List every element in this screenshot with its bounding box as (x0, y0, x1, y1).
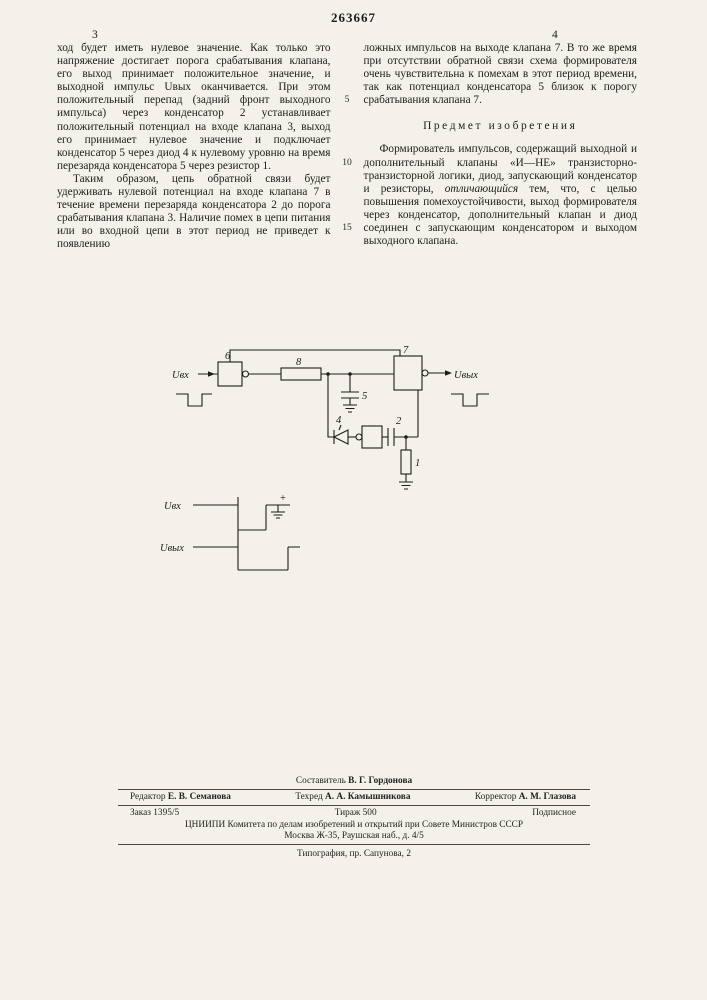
footer-rule (118, 789, 590, 790)
editor-entry (130, 792, 231, 803)
waveform-u-out-label: Uвых (160, 543, 184, 554)
ground-symbol (399, 474, 413, 489)
organization-line: ЦНИИПИ Комитета по делам изобретений и открытий при Совете Министров СССР (184, 820, 524, 830)
claim-text: тем, что, с целью повышения помехоустойчивости, выход формирователя через конденсатор, дополнительный клапан и диод соединен с запускающим конденсатором и выходом выходного клапана. (363, 182, 637, 248)
capacitor5-symbol (341, 374, 359, 412)
wire (394, 390, 418, 437)
u-out-waveform (193, 547, 300, 570)
composer-name: В. Г. Гордонова (348, 776, 413, 786)
resistor8-label: 8 (296, 357, 302, 368)
input-arrowhead (208, 371, 215, 377)
wire (328, 374, 334, 437)
resistor1-label: 1 (415, 458, 421, 469)
imprint-footer (118, 776, 590, 860)
junction-dot (348, 372, 352, 376)
waveform-u-in-label: Uвх (164, 501, 181, 512)
print-info-line (118, 808, 590, 819)
resistor1-symbol (401, 450, 411, 474)
paragraph: ложных импульсов на выходе клапана 7. В то же время при отсутствии обратной связи схема формирователя очень чувствительна к помехам в этот период времени, так как потенциал конденсатора 5 близок к порогу срабатывания клапана 7. (363, 42, 637, 107)
input-pulse-pictogram (176, 394, 212, 406)
column-number-right: 4 (552, 29, 558, 41)
footer-rule (118, 805, 590, 806)
u-out-label: Uвых (454, 370, 478, 381)
margin-line-number-10: 10 (342, 158, 352, 168)
gate6-symbol (218, 362, 242, 386)
paragraph: Таким образом, цепь обратной связи будет удерживать нулевой потенциал на входе клапана 7 в течение времени перезаряда конденсатора 2 до порога срабатывания клапана 3. Наличие помех в цепи питания или во входной цепи в этот период не приведет к появлению (57, 172, 331, 251)
u-in-label: Uвх (172, 370, 189, 381)
plus-sign: + (280, 493, 286, 504)
left-column (57, 42, 331, 252)
claim-italic-term: отличающийся (444, 182, 519, 195)
circuit-wires (176, 350, 489, 489)
printer-line: Типография, пр. Сапунова, 2 (297, 849, 411, 859)
claims-heading: Предмет изобретения (423, 120, 578, 133)
column-number-left: 3 (92, 29, 98, 41)
output-pulse-pictogram (451, 394, 489, 406)
corrector-role: Корректор (474, 792, 517, 802)
circuit-figure (148, 342, 508, 587)
print-run: Тираж 500 (334, 808, 377, 818)
u-in-waveform (193, 497, 290, 570)
editor-role: Редактор (130, 792, 166, 802)
waveforms (193, 497, 300, 570)
address-line: Москва Ж-35, Раушская наб., д. 4/5 (284, 831, 424, 841)
junction-dot (404, 435, 408, 439)
techred-name: А. А. Камышникова (325, 792, 411, 802)
claim-text: Формирователь импульсов, содержащий выходной и дополнительный клапаны «И—НЕ» транзисторно-транзисторной логики, диод, запускающий конденсатор и резисторы, (363, 143, 637, 195)
composer-role: Составитель (295, 776, 346, 786)
gate7-label: 7 (403, 345, 409, 356)
gate6-inverter-dot (243, 371, 249, 377)
corrector-name: А. М. Глазова (518, 792, 576, 802)
footer-rule (118, 844, 590, 845)
right-column (364, 42, 638, 252)
feedback-wire (230, 350, 400, 362)
editor-name: Е. В. Семанова (167, 792, 231, 802)
aux-gate-inverter-dot (356, 434, 362, 440)
techred-entry (295, 792, 410, 803)
gate7-symbol (394, 356, 422, 390)
paragraph: ход будет иметь нулевое значение. Как только это напряжение достигает порога срабатывания клапана, его выход принимает положительное значение, и выходной импульс Uвых оканчивается. При этом положительный перепад (задний фронт выходного импульса) через конденсатор 2 устанавливает положительный потенциал на входе клапана 3, выход его принимает нулевое значение и подключает конденсатор 5 через диод 4 к нулевому уровню на время перезаряда конденсатора 5 через резистор 1. (57, 42, 331, 172)
text-columns (57, 42, 637, 252)
margin-line-number-5: 5 (344, 95, 350, 105)
composer-line (118, 776, 590, 787)
corrector-entry (475, 792, 576, 803)
diode4-symbol (334, 430, 348, 444)
patent-number: 263667 (331, 10, 376, 25)
subscription-note: Подписное (532, 808, 576, 818)
capacitor2-label: 2 (396, 416, 402, 427)
ground-reference-symbol (271, 505, 285, 518)
margin-line-number-15: 15 (342, 223, 352, 233)
diode4-label: 4 (336, 415, 342, 426)
capacitor2-symbol (388, 428, 394, 446)
junctions-and-arrows (208, 370, 452, 439)
resistor8-symbol (281, 368, 321, 380)
order-number: Заказ 1395/5 (130, 808, 180, 818)
aux-gate-symbol (362, 426, 382, 448)
staff-line (118, 792, 590, 803)
claim-paragraph (364, 143, 638, 248)
techred-role: Техред (295, 792, 323, 802)
gate7-inverter-dot (422, 370, 428, 376)
capacitor5-label: 5 (362, 391, 368, 402)
output-arrowhead (445, 370, 452, 376)
gate6-label: 6 (225, 351, 231, 362)
junction-dot (326, 372, 330, 376)
